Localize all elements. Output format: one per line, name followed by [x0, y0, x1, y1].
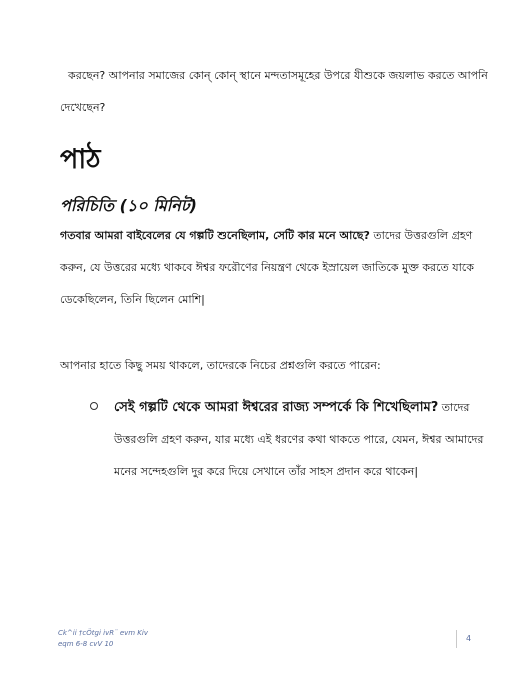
bullet-text [114, 392, 506, 488]
top-paragraph-line2: দেখেছেন? [60, 101, 106, 114]
footer-line2: eqm 6-8 cvV 10 [58, 640, 114, 648]
intro-instructions: তাদের উত্তরগুলি গ্রহণ করুন, যে উত্তরের মধ্যে থাকবে ঈশ্বর ফরৌণের নিয়ন্ত্রণ থেকে ইস্রায়েল জাতিকে মুক্ত করতে যাকে ডেকেছিলেন, তিনি ছিলেন মোশি| [60, 229, 474, 306]
bullet-question: সেই গল্পটি থেকে আমরা ঈশ্বরের রাজ্য সম্পর্কে কি শিখেছিলাম? [114, 400, 439, 415]
time-paragraph: আপনার হাতে কিছু সময় থাকলে, তাদেরকে নিচের প্রশ্নগুলি করতে পারেন: [60, 359, 381, 372]
intro-paragraph [60, 220, 490, 316]
intro-heading: পরিচিতি (১০ মিনিট) [60, 196, 197, 215]
lesson-heading: পাঠ [60, 144, 101, 175]
page-number-divider [456, 630, 457, 648]
top-paragraph [60, 60, 490, 124]
page-footer [58, 628, 148, 650]
page-number: 4 [466, 634, 472, 643]
bullet-instructions: তাদের উত্তরগুলি গ্রহণ করুন, যার মধ্যে এই ধরণের কথা থাকতে পারে, যেমন, ঈশ্বর আমাদের মনের সন্দেহগুলি দুর করে দিয়ে সেখানে তাঁর সাহস প্রদান করে থাকেন| [114, 401, 484, 478]
footer-line1: Ck^ii †cÖtgi ivR¨ evm Kiv [58, 629, 148, 637]
top-paragraph-line1: করছেন? আপনার সমাজের কোন্‌ কোন্‌ স্থানে মন্দতাসমূহের উপরে যীশুকে জয়লাভ করতে আপনি [68, 69, 488, 82]
intro-question: গতবার আমরা বাইবেলের যে গল্পটি শুনেছিলাম, সেটি কার মনে আছে? [60, 229, 370, 242]
hollow-circle-bullet-icon [90, 402, 98, 410]
